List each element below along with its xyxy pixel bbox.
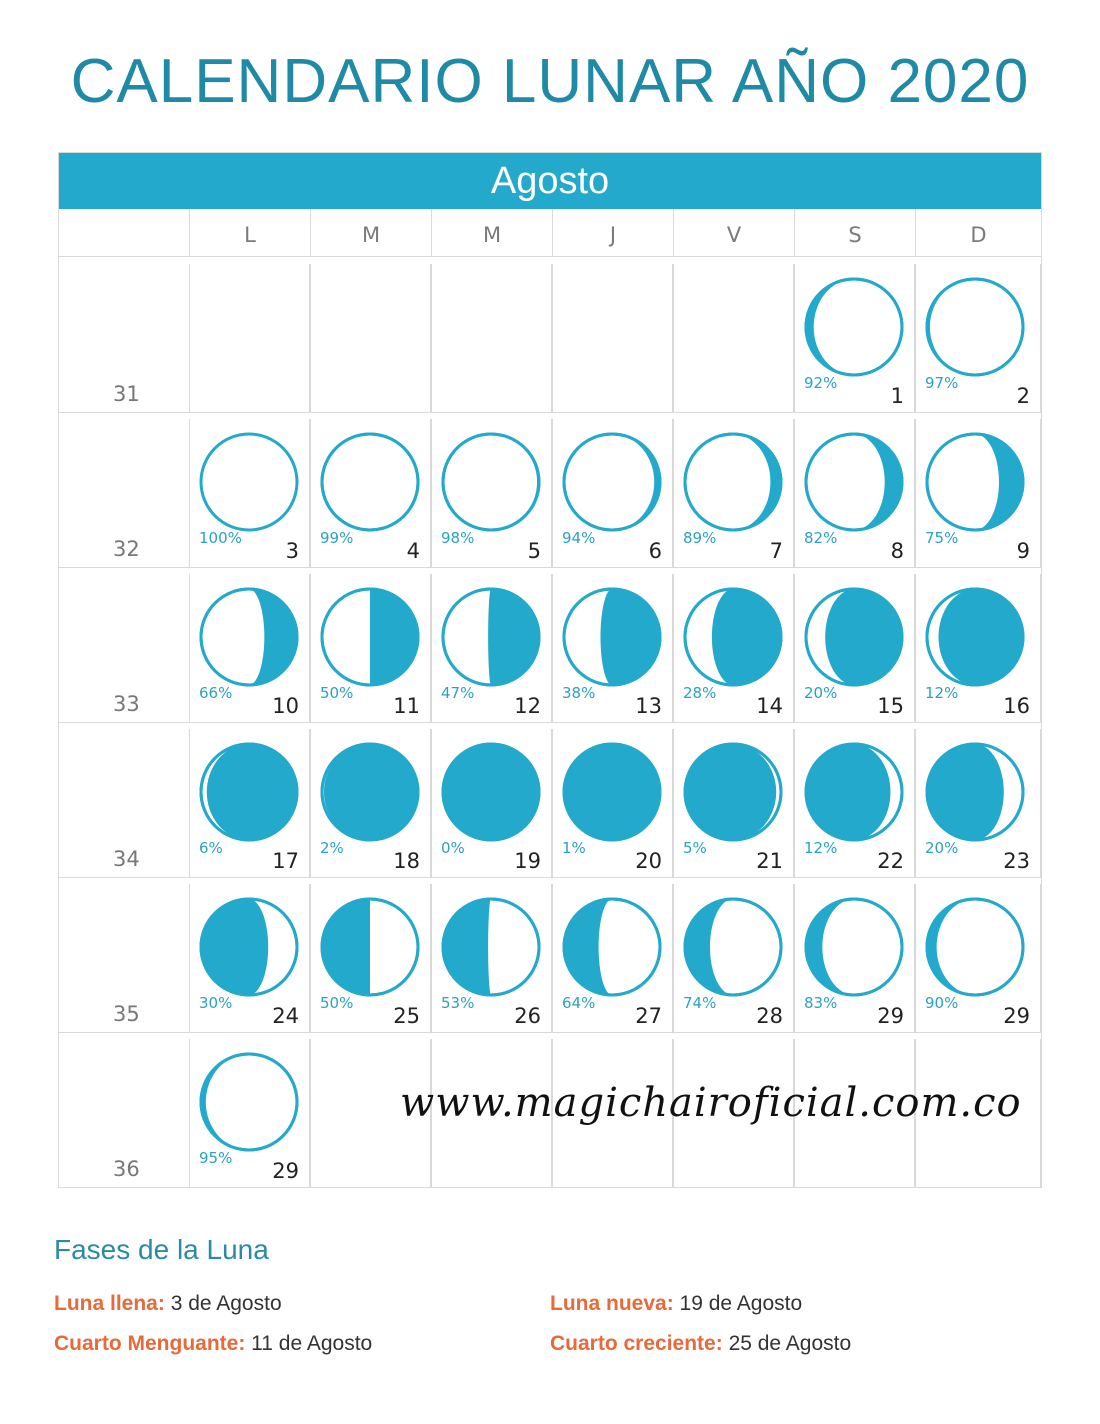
illumination-percent: 89%: [683, 529, 717, 547]
phase-new-moon: [550, 1292, 802, 1316]
illumination-percent: 6%: [199, 839, 223, 857]
illumination-percent: 1%: [562, 839, 586, 857]
day-cell: [673, 729, 794, 878]
day-cell: [189, 884, 310, 1033]
day-number: 11: [393, 694, 420, 718]
day-number: 3: [285, 539, 299, 563]
illumination-percent: 20%: [925, 839, 959, 857]
illumination-percent: 82%: [804, 529, 838, 547]
illumination-percent: 12%: [925, 684, 959, 702]
moon-phase-icon: [319, 586, 421, 688]
illumination-percent: 30%: [199, 994, 233, 1012]
day-number: 7: [769, 539, 783, 563]
weekday-header: S: [794, 209, 915, 257]
phase-full-label: Luna llena:: [54, 1292, 165, 1315]
day-cell: [310, 884, 431, 1033]
day-cell: [552, 729, 673, 878]
moon-phase-icon: [803, 586, 905, 688]
day-cell: [794, 884, 915, 1033]
day-cell: [915, 574, 1041, 723]
day-cell: [673, 419, 794, 568]
illumination-percent: 38%: [562, 684, 596, 702]
day-cell: [915, 884, 1041, 1033]
day-cell: [915, 419, 1041, 568]
moon-phase-icon: [803, 276, 905, 378]
moon-phase-icon: [803, 431, 905, 533]
day-cell: [189, 419, 310, 568]
illumination-percent: 99%: [320, 529, 354, 547]
empty-day-cell: [552, 264, 673, 413]
day-cell: [552, 884, 673, 1033]
illumination-percent: 74%: [683, 994, 717, 1012]
day-number: 18: [393, 849, 420, 873]
illumination-percent: 53%: [441, 994, 475, 1012]
day-number: 28: [756, 1004, 783, 1028]
day-cell: [552, 574, 673, 723]
moon-phase-icon: [924, 586, 1026, 688]
phase-first-label: Cuarto creciente:: [550, 1332, 723, 1355]
day-number: 20: [635, 849, 662, 873]
day-number: 25: [393, 1004, 420, 1028]
day-cell: [189, 574, 310, 723]
moon-phase-icon: [319, 896, 421, 998]
day-number: 5: [527, 539, 541, 563]
week-number: 31: [113, 382, 140, 406]
empty-day-cell: [189, 264, 310, 413]
day-cell: [431, 884, 552, 1033]
weekday-header: J: [552, 209, 673, 257]
illumination-percent: 75%: [925, 529, 959, 547]
website-watermark: www.magichairoficial.com.co: [400, 1080, 1022, 1126]
illumination-percent: 83%: [804, 994, 838, 1012]
moon-phase-icon: [924, 741, 1026, 843]
day-cell: [794, 419, 915, 568]
day-cell: [915, 264, 1041, 413]
day-number: 24: [272, 1004, 299, 1028]
moon-phase-icon: [440, 896, 542, 998]
day-number: 17: [272, 849, 299, 873]
phase-last-value: 11 de Agosto: [251, 1332, 373, 1355]
day-number: 12: [514, 694, 541, 718]
week-number: 34: [113, 847, 140, 871]
moon-phase-icon: [198, 896, 300, 998]
day-number: 29: [272, 1159, 299, 1183]
moon-phase-icon: [803, 741, 905, 843]
moon-phase-icon: [924, 431, 1026, 533]
day-cell: [794, 729, 915, 878]
day-number: 2: [1016, 384, 1030, 408]
week-number: 32: [113, 537, 140, 561]
illumination-percent: 47%: [441, 684, 475, 702]
day-cell: [431, 729, 552, 878]
illumination-percent: 5%: [683, 839, 707, 857]
phase-last-quarter: [54, 1332, 372, 1356]
day-number: 19: [514, 849, 541, 873]
day-number: 13: [635, 694, 662, 718]
week-number: 33: [113, 692, 140, 716]
moon-phase-icon: [198, 431, 300, 533]
phase-full-value: 3 de Agosto: [170, 1292, 282, 1315]
day-number: 23: [1003, 849, 1030, 873]
moon-phase-icon: [198, 586, 300, 688]
illumination-percent: 92%: [804, 374, 838, 392]
day-number: 10: [272, 694, 299, 718]
day-cell: [673, 574, 794, 723]
weekday-header-row: [59, 209, 1041, 257]
moon-phase-icon: [319, 741, 421, 843]
illumination-percent: 66%: [199, 684, 233, 702]
phase-new-label: Luna nueva:: [550, 1292, 674, 1315]
moon-phase-icon: [924, 276, 1026, 378]
illumination-percent: 50%: [320, 684, 354, 702]
illumination-percent: 20%: [804, 684, 838, 702]
day-number: 27: [635, 1004, 662, 1028]
day-number: 9: [1016, 539, 1030, 563]
day-number: 15: [877, 694, 904, 718]
moon-phase-icon: [440, 586, 542, 688]
phase-full-moon: [54, 1292, 282, 1316]
day-cell: [794, 574, 915, 723]
phase-first-value: 25 de Agosto: [728, 1332, 852, 1355]
day-cell: [552, 419, 673, 568]
moon-phase-icon: [561, 431, 663, 533]
illumination-percent: 2%: [320, 839, 344, 857]
day-cell: [310, 729, 431, 878]
week-number: 36: [113, 1157, 140, 1181]
weekday-header: D: [915, 209, 1041, 257]
day-number: 14: [756, 694, 783, 718]
phases-title: Fases de la Luna: [54, 1234, 269, 1265]
phase-new-value: 19 de Agosto: [679, 1292, 803, 1315]
week-label-cell: [59, 878, 189, 1033]
day-number: 21: [756, 849, 783, 873]
weekday-header: M: [431, 209, 552, 257]
day-number: 8: [890, 539, 904, 563]
weekday-header: L: [189, 209, 310, 257]
illumination-percent: 12%: [804, 839, 838, 857]
weekday-header: M: [310, 209, 431, 257]
moon-phase-icon: [440, 431, 542, 533]
illumination-percent: 98%: [441, 529, 475, 547]
day-cell: [189, 1039, 310, 1188]
day-cell: [310, 419, 431, 568]
moon-phase-icon: [561, 896, 663, 998]
day-number: 1: [890, 384, 904, 408]
moon-phase-icon: [198, 1051, 300, 1153]
week-label-cell: [59, 1033, 189, 1188]
empty-day-cell: [673, 264, 794, 413]
moon-phase-icon: [803, 896, 905, 998]
week-label-cell: [59, 568, 189, 723]
illumination-percent: 97%: [925, 374, 959, 392]
day-cell: [431, 419, 552, 568]
moon-phase-icon: [682, 586, 784, 688]
day-number: 4: [406, 539, 420, 563]
day-number: 26: [514, 1004, 541, 1028]
empty-day-cell: [431, 264, 552, 413]
month-header: Agosto: [59, 153, 1041, 209]
week-number: 35: [113, 1002, 140, 1026]
day-cell: [189, 729, 310, 878]
moon-phase-icon: [561, 741, 663, 843]
week-label-cell: [59, 723, 189, 878]
day-number: 29: [877, 1004, 904, 1028]
moon-phase-icon: [682, 896, 784, 998]
moon-phase-icon: [440, 741, 542, 843]
moon-phase-icon: [924, 896, 1026, 998]
illumination-percent: 0%: [441, 839, 465, 857]
illumination-percent: 94%: [562, 529, 596, 547]
day-cell: [794, 264, 915, 413]
phase-first-quarter: [550, 1332, 851, 1356]
day-cell: [431, 574, 552, 723]
page-title: CALENDARIO LUNAR AÑO 2020: [70, 47, 1030, 116]
illumination-percent: 100%: [199, 529, 242, 547]
moon-phase-icon: [319, 431, 421, 533]
moon-phase-icon: [198, 741, 300, 843]
illumination-percent: 90%: [925, 994, 959, 1012]
week-label-cell: [59, 413, 189, 568]
calendar-grid: [58, 152, 1042, 1188]
day-cell: [673, 884, 794, 1033]
moon-phase-icon: [682, 431, 784, 533]
day-cell: [915, 729, 1041, 878]
day-number: 16: [1003, 694, 1030, 718]
illumination-percent: 64%: [562, 994, 596, 1012]
day-cell: [310, 574, 431, 723]
illumination-percent: 28%: [683, 684, 717, 702]
illumination-percent: 50%: [320, 994, 354, 1012]
moon-phase-icon: [561, 586, 663, 688]
weekday-header: V: [673, 209, 794, 257]
illumination-percent: 95%: [199, 1149, 233, 1167]
week-label-cell: [59, 258, 189, 413]
empty-day-cell: [310, 264, 431, 413]
moon-phase-icon: [682, 741, 784, 843]
day-number: 6: [648, 539, 662, 563]
day-number: 29: [1003, 1004, 1030, 1028]
phase-last-label: Cuarto Menguante:: [54, 1332, 246, 1355]
day-number: 22: [877, 849, 904, 873]
